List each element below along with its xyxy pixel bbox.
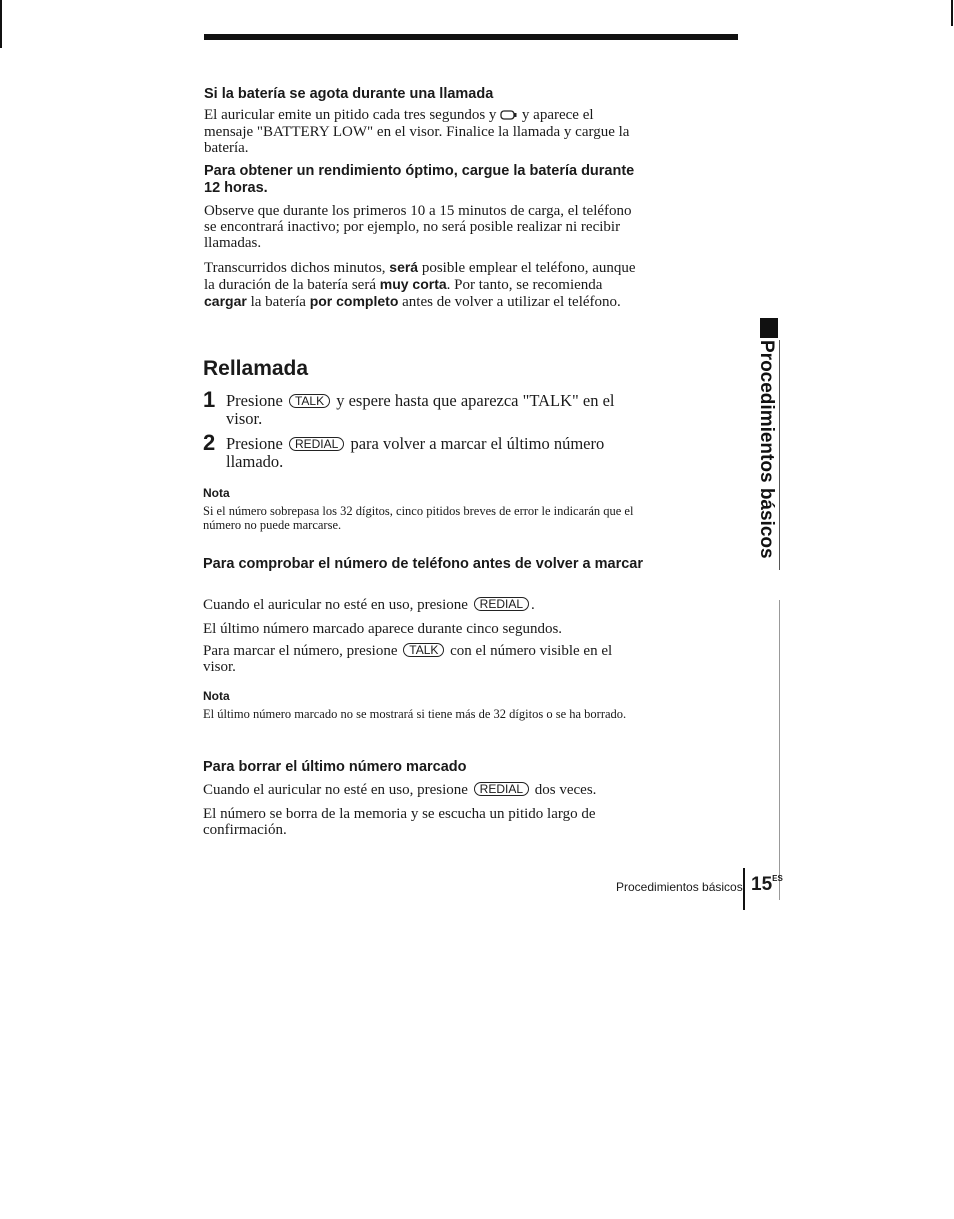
nota-2-label: Nota xyxy=(203,689,230,703)
footer-divider xyxy=(743,868,745,910)
scan-edge-left xyxy=(0,0,2,48)
usage-text-3: . Por tanto, se recomienda xyxy=(446,277,603,293)
comprobar-p2: El último número marcado aparece durante cinco segundos. xyxy=(203,621,563,637)
nota-1-text: Si el número sobrepasa los 32 dígitos, cinco pitidos breves de error le indicarán que el número no puede marcarse. xyxy=(203,504,634,532)
battery-paragraph xyxy=(204,107,644,156)
side-tab-title: Procedimientos básicos xyxy=(756,340,777,559)
borrar-heading: Para borrar el último número marcado xyxy=(203,759,467,775)
page-number-value: 15 xyxy=(751,874,773,895)
page-number xyxy=(751,874,783,896)
talk-key: TALK xyxy=(289,394,330,408)
usage-bold-1: será xyxy=(389,259,419,275)
redial-key: REDIAL xyxy=(474,782,529,796)
header-rule xyxy=(204,34,738,40)
comprobar-p1 xyxy=(203,597,643,613)
nota-2-text: El último número marcado no se mostrará si tiene más de 32 dígitos o se ha borrado. xyxy=(203,707,627,721)
talk-key: TALK xyxy=(403,643,444,657)
usage-bold-4: por completo xyxy=(309,293,399,309)
step-2-text xyxy=(226,435,651,471)
comprobar-p1-post: . xyxy=(531,597,535,613)
borrar-p2: El número se borra de la memoria y se escucha un pitido largo de confirmación. xyxy=(203,806,596,838)
rellamada-title: Rellamada xyxy=(203,357,309,380)
section-heading-battery: Si la batería se agota durante una llamada xyxy=(204,86,494,102)
usage-text-4: la batería xyxy=(250,294,306,310)
borrar-p1-post: dos veces. xyxy=(534,782,597,798)
page-number-suffix: ES xyxy=(772,874,783,883)
nota-1-label: Nota xyxy=(203,486,230,500)
comprobar-p3-pre: Para marcar el número, presione xyxy=(203,643,398,659)
usage-text-1: Transcurridos dichos minutos, xyxy=(204,260,386,276)
step-2-pre: Presione xyxy=(226,434,283,453)
footer-section-label: Procedimientos básicos xyxy=(616,880,743,894)
side-tab-rule xyxy=(779,340,780,570)
step-1-post: y espere hasta que aparezca "TALK" en el visor. xyxy=(226,391,615,428)
comprobar-heading: Para comprobar el número de teléfono antes de volver a marcar xyxy=(203,556,643,572)
redial-key: REDIAL xyxy=(474,597,529,611)
usage-bold-3: cargar xyxy=(204,293,247,309)
usage-text-2: posible emplear el teléfono, aunque la duración de la batería será xyxy=(204,260,636,293)
comprobar-p1-pre: Cuando el auricular no esté en uso, presione xyxy=(203,597,468,613)
side-tab-rule-lower xyxy=(779,600,780,900)
step-1-text xyxy=(226,392,651,428)
step-2-post: para volver a marcar el último número llamado. xyxy=(226,434,605,471)
battery-text-b: y aparece el mensaje "BATTERY LOW" en el visor. Finalice la llamada y cargue la batería. xyxy=(204,107,630,156)
usage-bold-2: muy corta xyxy=(379,276,447,292)
borrar-p1 xyxy=(203,782,643,798)
comprobar-p3-post: con el número visible en el visor. xyxy=(203,643,613,675)
side-tab-marker xyxy=(760,318,778,338)
usage-paragraph xyxy=(204,259,649,310)
scan-edge-right xyxy=(951,0,953,26)
battery-icon xyxy=(500,108,518,124)
charging-notice: Para obtener un rendimiento óptimo, cargue la batería durante 12 horas. xyxy=(204,163,635,196)
borrar-p1-pre: Cuando el auricular no esté en uso, presione xyxy=(203,782,468,798)
step-2-number: 2 xyxy=(203,430,216,455)
step-1-number: 1 xyxy=(203,387,216,412)
redial-key: REDIAL xyxy=(289,437,344,451)
charging-paragraph: Observe que durante los primeros 10 a 15 minutos de carga, el teléfono se encontrará inactivo; por ejemplo, no será posible realizar ni recibir llamadas. xyxy=(204,203,632,251)
comprobar-p3 xyxy=(203,643,643,675)
usage-text-5: antes de volver a utilizar el teléfono. xyxy=(402,294,621,310)
battery-text-a: El auricular emite un pitido cada tres segundos y xyxy=(204,107,497,123)
step-1-pre: Presione xyxy=(226,391,283,410)
